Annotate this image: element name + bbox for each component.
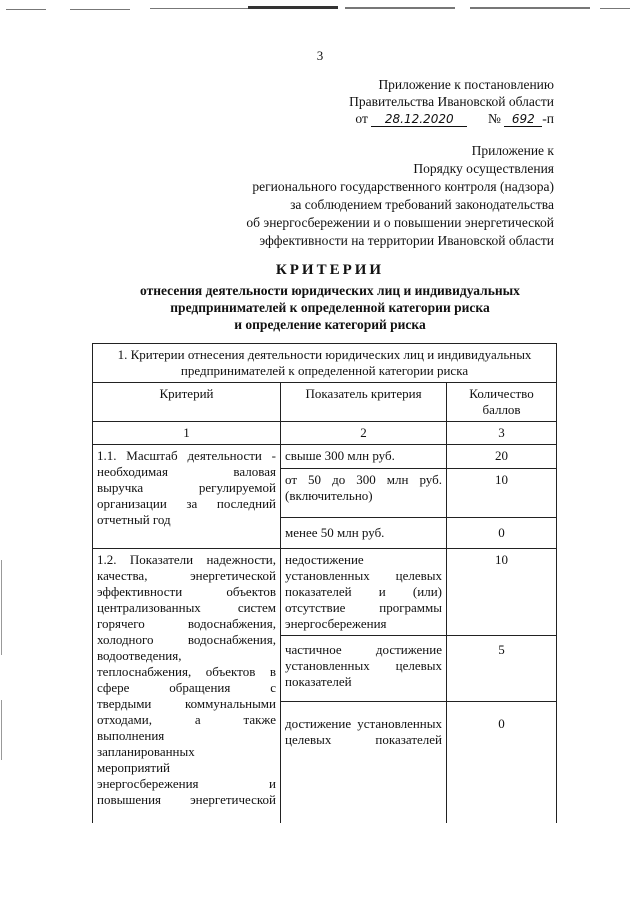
points-cell: 10 (447, 469, 557, 518)
criterion-line: холодного водоснабжения, (97, 632, 276, 647)
scan-edge-artifact (0, 0, 640, 14)
criterion-line: повышения энергетической (97, 792, 276, 807)
criterion-line: водоотведения, (97, 648, 182, 663)
criteria-table (92, 343, 557, 823)
approval-line-1: Приложение к постановлению (378, 77, 554, 92)
criterion-line: качества, энергетической (97, 568, 276, 583)
criterion-line: выручка регулируемой (97, 480, 276, 495)
appendix-line: Порядку осуществления (413, 161, 554, 176)
points-cell: 5 (447, 636, 557, 702)
subtitle-line: предпринимателей к определенной категории риска (170, 300, 490, 315)
criterion-line: централизованных систем (97, 600, 276, 615)
page-number: 3 (316, 48, 324, 63)
points-cell: 10 (447, 549, 557, 636)
number-prefix: № (488, 111, 501, 126)
header-points: Количество баллов (447, 383, 557, 422)
criterion-line: энергосбережения и (97, 776, 276, 791)
appendix-block (200, 142, 554, 250)
criterion-line: твердыми коммунальными (97, 696, 276, 711)
criterion-line: отходами, а также (97, 712, 276, 727)
header-indicator: Показатель критерия (281, 383, 447, 422)
appendix-line: за соблюдением требований законодательства (290, 197, 554, 212)
criterion-line: необходимая валовая (97, 464, 276, 479)
points-cell: 0 (447, 702, 557, 824)
indicator-cell: недостижение установленных целевых показателей и (или) отсутствие программы энергосбережения (281, 549, 447, 636)
indicator-cell: от 50 до 300 млн руб. (включительно) (281, 469, 447, 518)
indicator-cell: частичное достижение установленных целевых показателей (281, 636, 447, 702)
criterion-line: запланированных (97, 744, 195, 759)
appendix-line: эффективности на территории Ивановской области (259, 233, 554, 248)
scan-margin-mark (1, 560, 2, 655)
criterion-line: мероприятий (97, 760, 170, 775)
scan-margin-mark (1, 700, 2, 760)
criterion-cell (93, 445, 281, 549)
number-suffix: -п (542, 111, 554, 126)
points-cell: 0 (447, 518, 557, 549)
document-subtitle (0, 282, 640, 333)
criterion-line: эффективности объектов (97, 584, 276, 599)
criterion-cell (93, 549, 281, 824)
column-number: 2 (281, 422, 447, 445)
header-criterion: Критерий (93, 383, 281, 422)
criterion-line: 1.2. Показатели надежности, (97, 552, 276, 567)
criterion-line: выполнения (97, 728, 165, 743)
criterion-line: 1.1. Масштаб деятельности - (97, 448, 276, 463)
table-section-title: 1. Критерии отнесения деятельности юридических лиц и индивидуальных предпринимателей к определенной категории риска (93, 344, 557, 383)
approval-block (300, 76, 554, 127)
indicator-cell: свыше 300 млн руб. (281, 445, 447, 469)
appendix-line: регионального государственного контроля (надзора) (252, 179, 554, 194)
indicator-cell: менее 50 млн руб. (281, 518, 447, 549)
approval-line-2: Правительства Ивановской области (349, 94, 554, 109)
handwritten-date: 28.12.2020 (371, 112, 467, 127)
criterion-line: организации за последний (97, 496, 276, 511)
criterion-line: горячего водоснабжения, (97, 616, 276, 631)
points-cell: 20 (447, 445, 557, 469)
criterion-line: отчетный год (97, 512, 171, 527)
column-number: 3 (447, 422, 557, 445)
appendix-line: Приложение к (471, 143, 554, 158)
indicator-cell: достижение установленных целевых показателей (281, 702, 447, 824)
subtitle-line: отнесения деятельности юридических лиц и индивидуальных (140, 283, 520, 298)
appendix-line: об энергосбережении и о повышении энергетической (246, 215, 554, 230)
column-number: 1 (93, 422, 281, 445)
approval-date-line (300, 110, 554, 127)
criterion-line: теплоснабжения, объектов в (97, 664, 276, 679)
date-prefix: от (355, 111, 368, 126)
table-row (93, 549, 557, 636)
criterion-line: сфере обращения с (97, 680, 276, 695)
subtitle-line: и определение категорий риска (234, 317, 426, 332)
document-title: КРИТЕРИИ (275, 262, 385, 278)
handwritten-number: 692 (504, 112, 542, 127)
table-row (93, 445, 557, 469)
